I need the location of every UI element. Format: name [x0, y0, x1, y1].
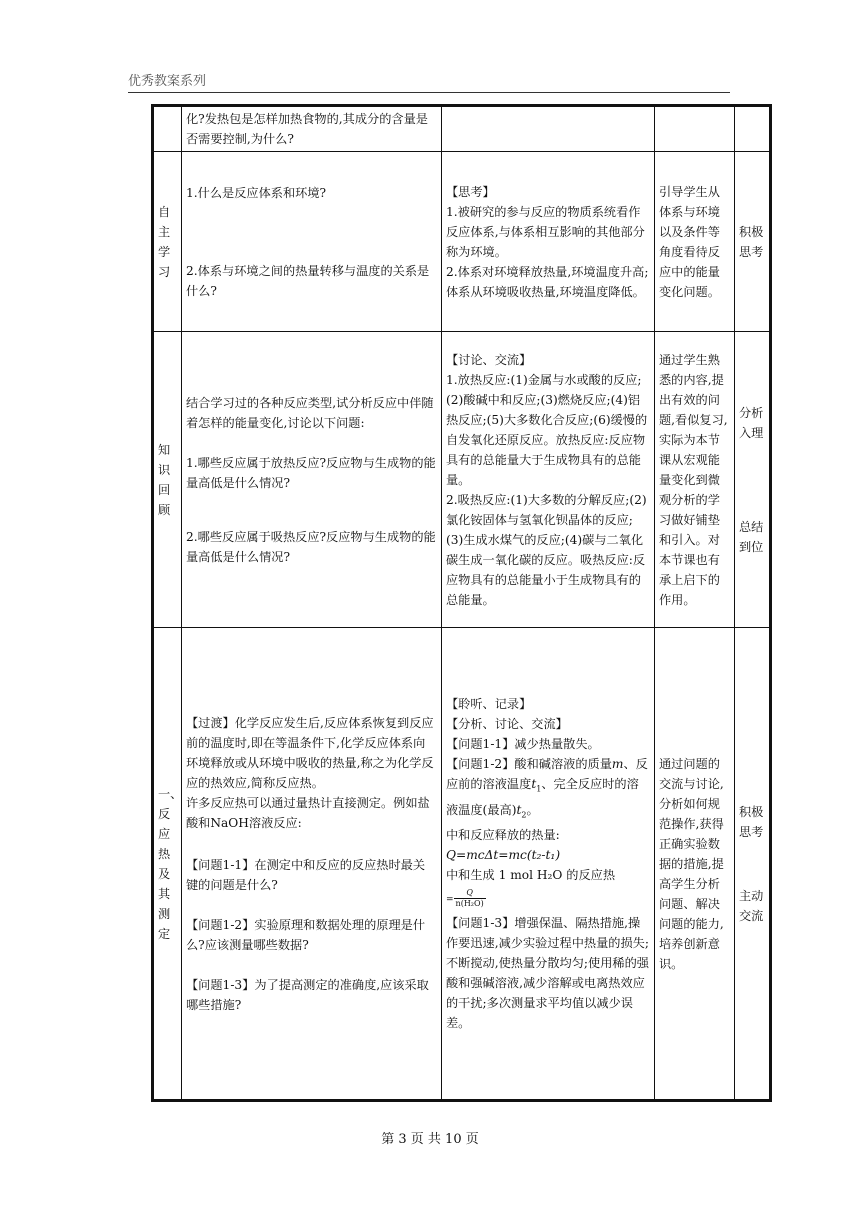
intro-text: 结合学习过的各种反应类型,试分析反应中伴随着怎样的能量变化,讨论以下问题: [186, 395, 434, 430]
answer-1-2-text-2: 、反应前的溶液温度 [446, 757, 648, 792]
answer-2: 2.吸热反应:(1)大多数的分解反应;(2)氯化铵固体与氢氧化钡晶体的反应;(3)生成水煤气的反应;(4)碳与二氧化碳生成一氧化碳的反应。吸热反应:反应物具有的总能量小于生成物具有的总能量。 [446, 492, 647, 607]
equals-sign: = [446, 894, 454, 905]
stage-label-review: 知识回顾 [153, 332, 182, 628]
activity-title: 【思考】 [446, 184, 495, 199]
evaluation-cell [735, 332, 771, 628]
answer-1-2 [446, 754, 650, 825]
stage-label-reaction-heat: 一、反应热及其测定 [153, 628, 182, 1101]
stage-label-self-study: 自主学习 [153, 152, 182, 332]
fraction-numerator: Q [454, 888, 486, 899]
activity-title-listen: 【聆听、记录】 [446, 697, 532, 712]
lesson-plan-table [151, 104, 772, 1102]
molar-heat-label: 中和生成 1 mol H₂O 的反应热 [446, 867, 616, 882]
symbol-t1: t [531, 777, 537, 792]
teacher-activity-cell [182, 106, 442, 152]
symbol-t2-sub: 2 [521, 809, 527, 819]
answer-1: 1.放热反应:(1)金属与水或酸的反应;(2)酸碱中和反应;(3)燃烧反应;(4)铝热反应;(5)大多数化合反应;(6)缓慢的自发氧化还原反应。放热反应:反应物具有的总能量大于生成物具有的总能量。 [446, 372, 648, 487]
design-intent: 引导学生从体系与环境以及条件等角度看待反应中的能量变化问题。 [655, 152, 735, 332]
molar-heat-formula [446, 885, 650, 913]
header-divider [128, 92, 730, 93]
question-1-1: 【问题1-1】在测定中和反应的反应热时最关键的问题是什么? [186, 857, 426, 892]
transition-text: 【过渡】化学反应发生后,反应体系恢复到反应前的温度时,即在等温条件下,化学反应体系向环境释放或从环境中吸收的热量,称之为化学反应的热效应,简称反应热。 [186, 715, 434, 790]
question-1-2: 【问题1-2】实验原理和数据处理的原理是什么?应该测量哪些数据? [186, 917, 426, 952]
evaluation-text-1: 分析入理 [739, 405, 764, 440]
answer-1-2-text: 【问题1-2】酸和碱溶液的质量 [446, 757, 612, 772]
table-row-self-study [153, 152, 771, 332]
evaluation-text-2: 总结到位 [739, 519, 764, 554]
activity-title-discuss: 【分析、讨论、交流】 [446, 717, 568, 732]
teacher-activity-cell [182, 332, 442, 628]
intent-cell-empty [655, 106, 735, 152]
fraction-denominator: n(H₂O) [455, 898, 484, 908]
answer-1-2-end: 。 [526, 802, 539, 817]
transition-text-2: 许多反应热可以通过量热计直接测定。例如盐酸和NaOH溶液反应: [186, 795, 430, 830]
answer-2: 2.体系对环境释放热量,环境温度升高;体系从环境吸收热量,环境温度降低。 [446, 264, 649, 299]
teacher-activity-cell [182, 152, 442, 332]
heat-label: 中和反应释放的热量: [446, 827, 560, 842]
student-activity-cell-empty [442, 106, 655, 152]
activity-title: 【讨论、交流】 [446, 352, 532, 367]
question-2: 2.体系与环境之间的热量转移与温度的关系是什么? [186, 263, 430, 298]
answer-1-3: 【问题1-3】增强保温、隔热措施,操作要迅速,减少实验过程中热量的损失;不断搅动,使热量分散均匀;使用稀的强酸和强碱溶液,减少溶解或电离热效应的干扰;多次测量求平均值以减少误差。 [446, 915, 649, 1030]
evaluation-cell [735, 628, 771, 1101]
page-number: 第 3 页 共 10 页 [381, 1132, 479, 1147]
evaluation-cell-empty [735, 106, 771, 152]
continuation-text: 化?发热包是怎样加热食物的,其成分的含量是否需要控制,为什么? [186, 112, 428, 146]
symbol-t2: t [516, 802, 522, 817]
question-1: 1.什么是反应体系和环境? [186, 185, 327, 200]
student-activity-cell [442, 152, 655, 332]
teacher-activity-cell [182, 628, 442, 1101]
student-activity-cell [442, 628, 655, 1101]
evaluation-text: 积极思考 [735, 152, 771, 332]
header-title: 优秀教案系列 [128, 74, 207, 89]
design-intent: 通过问题的交流与讨论,分析如何规范操作,获得正确实验数据的措施,提高学生分析问题、解决问题的能力,培养创新意识。 [655, 628, 735, 1101]
student-activity-cell [442, 332, 655, 628]
stage-cell-empty [153, 106, 182, 152]
answer-1-2-text-3: 、完全反应时的溶液温度(最高) [446, 777, 639, 817]
question-2: 2.哪些反应属于吸热反应?反应物与生成物的能量高低是什么情况? [186, 529, 436, 564]
table-row-continuation [153, 106, 771, 152]
symbol-m: m [611, 757, 624, 772]
answer-1: 1.被研究的参与反应的物质系统看作反应体系,与体系相互影响的其他部分称为环境。 [446, 204, 645, 259]
evaluation-text-1: 积极思考 [739, 804, 764, 839]
fraction [454, 888, 486, 909]
table-row-reaction-heat [153, 628, 771, 1101]
question-1: 1.哪些反应属于放热反应?反应物与生成物的能量高低是什么情况? [186, 455, 436, 490]
evaluation-text-2: 主动交流 [739, 888, 764, 923]
question-1-3: 【问题1-3】为了提高测定的准确度,应该采取哪些措施? [186, 977, 429, 1012]
heat-formula: Q=mcΔt=mc(t₂-t₁) [446, 847, 561, 862]
table-row-review [153, 332, 771, 628]
design-intent: 通过学生熟悉的内容,提出有效的问题,看似复习,实际为本节课从宏观能量变化到微观分析的学习做好铺垫和引入。对本节课也有承上启下的作用。 [655, 332, 735, 628]
symbol-t1-sub: 1 [536, 784, 542, 794]
answer-1-1: 【问题1-1】减少热量散失。 [446, 737, 600, 752]
